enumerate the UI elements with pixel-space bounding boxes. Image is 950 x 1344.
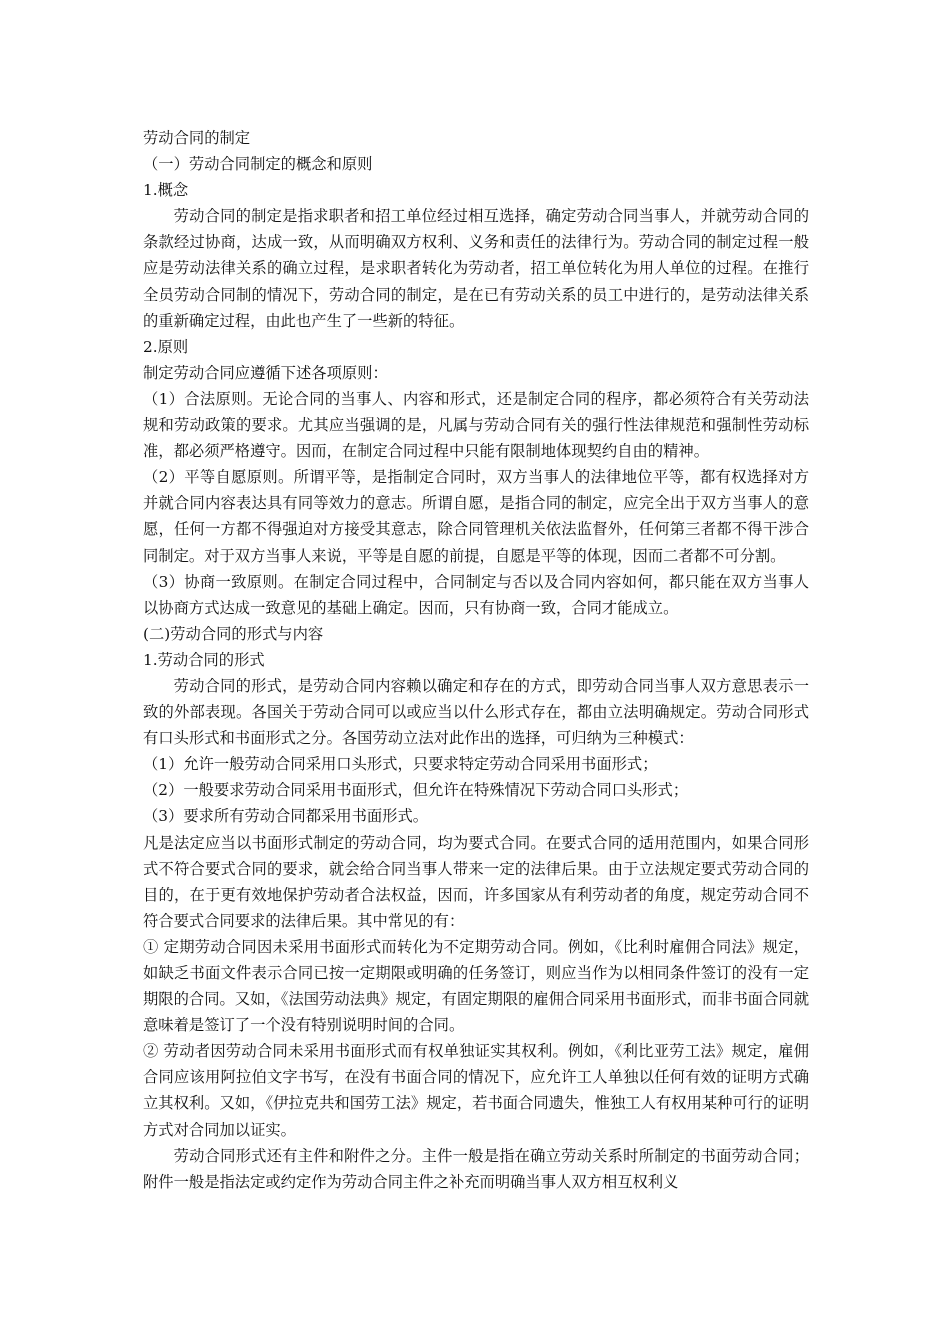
subheading-concept: 1.概念: [143, 181, 189, 200]
paragraph-principle-legal: （1）合法原则。无论合同的当事人、内容和形式，还是制定合同的程序，都必须符合有关劳动法规和劳动政策的要求。尤其应当强调的是，凡属与劳动合同有关的强行性法律规范和强制性劳动标准，都必须严格遵守。因而，在制定合同过程中只能有限制地体现契约自由的精神。: [143, 389, 809, 461]
paragraph-form: 劳动合同的形式，是劳动合同内容赖以确定和存在的方式，即劳动合同当事人双方意思表示一致的外部表现。各国关于劳动合同可以或应当以什么形式存在，都由立法明确规定。劳动合同形式有口头形式和书面形式之分。各国劳动立法对此作出的选择，可归纳为三种模式：: [143, 676, 809, 748]
subheading-principle: 2.原则: [143, 337, 189, 356]
list-item-mode-3: （3）要求所有劳动合同都采用书面形式。: [143, 807, 429, 826]
paragraph-attachment: 劳动合同形式还有主件和附件之分。主件一般是指在确立劳动关系时所制定的书面劳动合同；附件一般是指法定或约定作为劳动合同主件之补充而明确当事人双方相互权利义: [143, 1146, 809, 1191]
paragraph-principle-consensus: （3）协商一致原则。在制定合同过程中，合同制定与否以及合同内容如何，都只能在双方当事人以协商方式达成一致意见的基础上确定。因而，只有协商一致，合同才能成立。: [143, 572, 809, 617]
section-heading-1: （一）劳动合同制定的概念和原则: [143, 155, 373, 174]
list-item-consequence-1: ① 定期劳动合同因未采用书面形式而转化为不定期劳动合同。例如，《比利时雇佣合同法》规定，如缺乏书面文件表示合同已按一定期限或明确的任务签订，则应当作为以相同条件签订的没有一定期限的合同。又如，《法国劳动法典》规定，有固定期限的雇佣合同采用书面形式，而非书面合同就意味着是签订了一个没有特别说明时间的合同。: [143, 937, 809, 1035]
paragraph-principle-equality: （2）平等自愿原则。所谓平等，是指制定合同时，双方当事人的法律地位平等，都有权选择对方并就合同内容表达具有同等效力的意志。所谓自愿，是指合同的制定，应完全出于双方当事人的意愿，任何一方都不得强迫对方接受其意志，除合同管理机关依法监督外，任何第三者都不得干涉合同制定。对于双方当事人来说，平等是自愿的前提，自愿是平等的体现，因而二者都不可分割。: [143, 468, 809, 565]
document-title: 劳动合同的制定: [143, 129, 251, 147]
paragraph-concept: 劳动合同的制定是指求职者和招工单位经过相互选择，确定劳动合同当事人，并就劳动合同的条款经过协商，达成一致，从而明确双方权利、义务和责任的法律行为。劳动合同的制定过程一般应是劳动法律关系的确立过程，是求职者转化为劳动者，招工单位转化为用人单位的过程。在推行全员劳动合同制的情况下，劳动合同的制定，是在已有劳动关系的员工中进行的，是劳动法律关系的重新确定过程，由此也产生了一些新的特征。: [143, 207, 809, 330]
list-item-mode-1: （1）允许一般劳动合同采用口头形式，只要求特定劳动合同采用书面形式；: [143, 755, 658, 774]
subheading-form: 1.劳动合同的形式: [143, 650, 265, 669]
paragraph-requirement: 凡是法定应当以书面形式制定的劳动合同，均为要式合同。在要式合同的适用范围内，如果合同形式不符合要式合同的要求，就会给合同当事人带来一定的法律后果。由于立法规定要式劳动合同的目的，在于更有效地保护劳动者合法权益，因而，许多国家从有利劳动者的角度，规定劳动合同不符合要式合同要求的法律后果。其中常见的有：: [143, 833, 809, 930]
document-page: [143, 125, 809, 1195]
section-heading-2: (二)劳动合同的形式与内容: [143, 624, 324, 643]
list-item-consequence-2: ② 劳动者因劳动合同未采用书面形式而有权单独证实其权利。例如，《利比亚劳工法》规定，雇佣合同应该用阿拉伯文字书写，在没有书面合同的情况下，应允许工人单独以任何有效的证明方式确立其权利。又如，《伊拉克共和国劳工法》规定，若书面合同遗失，惟独工人有权用某种可行的证明方式对合同加以证实。: [143, 1042, 809, 1139]
paragraph-principle-intro: 制定劳动合同应遵循下述各项原则：: [143, 363, 388, 382]
list-item-mode-2: （2）一般要求劳动合同采用书面形式，但允许在特殊情况下劳动合同口头形式；: [143, 781, 689, 800]
